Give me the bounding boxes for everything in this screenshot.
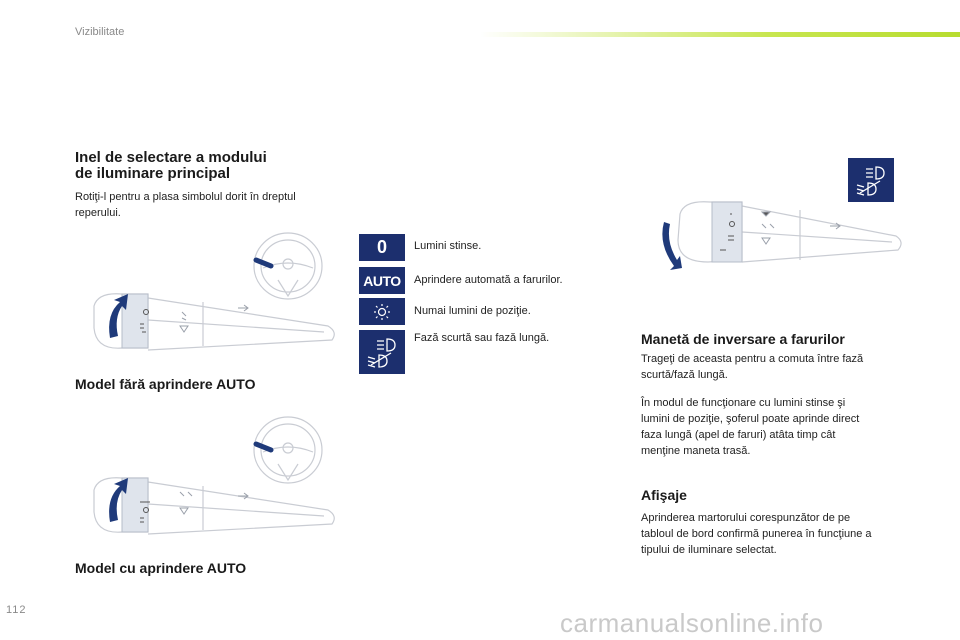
zero-icon — [359, 234, 405, 261]
legend-text-beam: Fază scurtă sau fază lungă. — [414, 332, 550, 344]
stalk-illustration-no-auto — [88, 228, 338, 368]
auto-icon — [359, 267, 405, 294]
intro-line1: Rotiţi-l pentru a plasa simbolul dorit în dreptul — [75, 191, 296, 203]
header-accent-bar — [480, 32, 960, 37]
display-para — [641, 510, 872, 558]
steering-wheel-drawing — [254, 233, 322, 299]
flasher-para1 — [641, 351, 863, 383]
model-no-auto-title: Model fără aprindere AUTO — [75, 376, 256, 392]
stalk-pull-illustration — [650, 196, 905, 286]
page-number: 112 — [6, 604, 27, 616]
stalk-illustration-auto — [88, 412, 338, 552]
display-para-line1: Aprinderea martorului corespunzător de pe — [641, 512, 851, 524]
position-lights-icon — [359, 298, 405, 325]
legend-text-lights-off: Lumini stinse. — [414, 240, 482, 252]
legend-text-position: Numai lumini de poziţie. — [414, 305, 531, 317]
legend-text-auto: Aprindere automată a farurilor. — [414, 274, 563, 286]
flasher-para2-line2: lumini de poziţie, şoferul poate aprinde direct — [641, 413, 860, 425]
flasher-para1-line2: scurtă/fază lungă. — [641, 369, 728, 381]
auto-icon-glyph: AUTO — [363, 272, 401, 289]
watermark: carmanualsonline.info — [560, 608, 824, 638]
flasher-para2-line3: faza lungă (apel de faruri) atâta timp cât — [641, 429, 836, 441]
display-para-line2: tabloul de bord confirmă punerea în funcţiune a — [641, 528, 872, 540]
dipped-main-beam-icon — [359, 330, 405, 374]
display-title: Afişaje — [641, 487, 687, 503]
main-title — [75, 150, 267, 182]
flasher-para1-line1: Trageţi de aceasta pentru a comuta între fază — [641, 353, 864, 365]
main-title-line2: de iluminare principal — [75, 165, 231, 182]
zero-icon-glyph: 0 — [376, 237, 387, 257]
flasher-para2-line4: menţine maneta trasă. — [641, 445, 751, 457]
flasher-para2 — [641, 395, 859, 459]
section-title: Vizibilitate — [75, 26, 125, 38]
intro-text — [75, 189, 296, 221]
model-auto-title: Model cu aprindere AUTO — [75, 560, 247, 576]
display-para-line3: tipului de iluminare selectat. — [641, 544, 777, 556]
headlamp-flasher-title: Manetă de inversare a farurilor — [641, 331, 845, 347]
intro-line2: reperului. — [75, 207, 121, 219]
flasher-para2-line1: În modul de funcţionare cu lumini stinse şi — [641, 397, 846, 409]
main-title-line1: Inel de selectare a modului — [75, 149, 267, 166]
